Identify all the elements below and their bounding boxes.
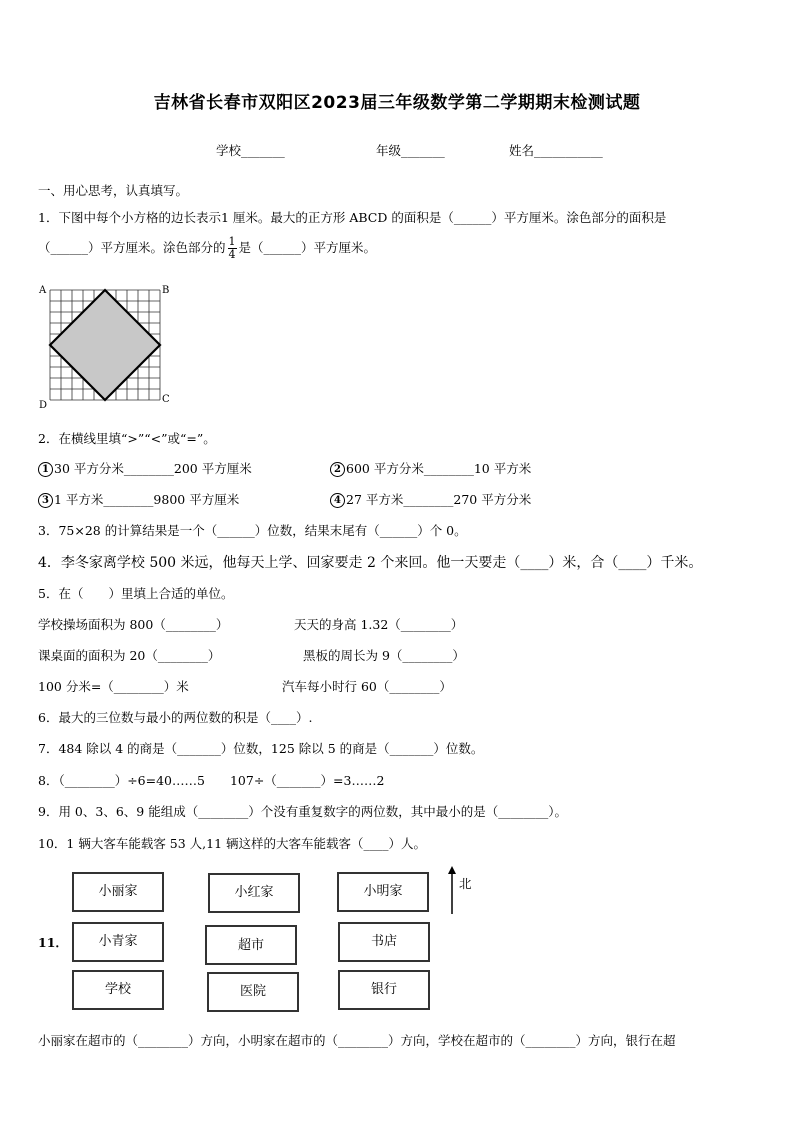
question-11-label: 11． xyxy=(38,935,68,950)
q2-item-4 xyxy=(330,490,531,508)
grid-square-figure xyxy=(36,282,176,410)
school-field: 学校_______ xyxy=(216,143,285,158)
page-title: 吉林省长春市双阳区2023届三年级数学第二学期期末检测试题 xyxy=(153,93,641,113)
place-hospital: 医院 xyxy=(207,972,299,1012)
question-6: 6．最大的三位数与最小的两位数的积是（____）. xyxy=(38,710,313,725)
question-9: 9．用 0、3、6、9 能组成（________）个没有重复数字的两位数，其中最小的是（________）。 xyxy=(38,804,567,819)
q2-item-text: 30 平方分米________200 平方厘米 xyxy=(54,461,252,476)
question-7: 7．484 除以 4 的商是（_______）位数，125 除以 5 的商是（_______）位数。 xyxy=(38,741,484,756)
question-2-stem: 2．在横线里填“>”“<”或“=”。 xyxy=(38,431,216,446)
place-xiaoli-home: 小丽家 xyxy=(72,872,164,912)
place-bookstore: 书店 xyxy=(338,922,430,962)
question-8: 8．（________）÷6=40……5 107÷（_______）=3……2 xyxy=(38,773,385,788)
question-10: 10．1 辆大客车能载客 53 人,11 辆这样的大客车能载客（____）人。 xyxy=(38,836,427,851)
q2-item-text: 27 平方米________270 平方分米 xyxy=(346,492,532,507)
question-1-text-a: （______）平方厘米。涂色部分的 xyxy=(38,240,226,255)
circled-number: 2 xyxy=(330,462,345,477)
q2-item-text: 600 平方分米________10 平方米 xyxy=(346,461,532,476)
q2-item-1 xyxy=(38,459,252,477)
q2-item-2 xyxy=(330,459,531,477)
q5-item-1: 学校操场面积为 800（________） xyxy=(38,617,229,632)
label-b: B xyxy=(162,285,170,296)
north-label: 北 xyxy=(459,876,472,891)
circled-number: 3 xyxy=(38,493,53,508)
circled-number: 1 xyxy=(38,462,53,477)
q2-item-3 xyxy=(38,490,239,508)
question-4: 4．李冬家离学校 500 米远，他每天上学、回家要走 2 个来回。他一天要走（____）米，合（____）千米。 xyxy=(38,555,703,571)
circled-number: 4 xyxy=(330,493,345,508)
label-c: C xyxy=(162,394,170,405)
q2-item-text: 1 平方米________9800 平方厘米 xyxy=(54,492,240,507)
name-field: 姓名___________ xyxy=(509,143,603,158)
place-xiaoming-home: 小明家 xyxy=(337,872,429,912)
place-xiaoqing-home: 小青家 xyxy=(72,922,164,962)
question-1-line1: 1．下图中每个小方格的边长表示1 厘米。最大的正方形 ABCD 的面积是（______）平方厘米。涂色部分的面积是 xyxy=(38,210,667,225)
fraction-denominator: 4 xyxy=(228,248,236,261)
place-xiaohong-home: 小红家 xyxy=(208,873,300,913)
grade-field: 年级_______ xyxy=(376,143,445,158)
label-d: D xyxy=(39,400,48,410)
question-5-stem: 5．在（ ）里填上合适的单位。 xyxy=(38,586,234,601)
question-1-text-b: 是（______）平方厘米。 xyxy=(238,240,377,255)
question-1-line2 xyxy=(38,236,376,261)
question-3: 3．75×28 的计算结果是一个（______）位数，结果末尾有（______）个 0。 xyxy=(38,523,467,538)
fraction xyxy=(228,236,237,261)
question-11-text: 小丽家在超市的（________）方向，小明家在超市的（________）方向，学校在超市的（________）方向，银行在超 xyxy=(38,1033,676,1048)
place-supermarket: 超市 xyxy=(205,925,297,965)
q5-item-3: 课桌面的面积为 20（________） xyxy=(38,648,221,663)
section-heading: 一、用心思考，认真填写。 xyxy=(38,183,189,198)
q5-item-2: 天天的身高 1.32（________） xyxy=(294,617,464,632)
shaded-square xyxy=(50,290,160,400)
fraction-numerator: 1 xyxy=(228,235,236,248)
label-a: A xyxy=(39,285,47,296)
q5-item-6: 汽车每小时行 60（________） xyxy=(282,679,452,694)
north-arrow-icon xyxy=(446,866,460,916)
q5-item-4: 黑板的周长为 9（________） xyxy=(303,648,465,663)
place-school: 学校 xyxy=(72,970,164,1010)
place-bank: 银行 xyxy=(338,970,430,1010)
q5-item-5: 100 分米=（________）米 xyxy=(38,679,189,694)
